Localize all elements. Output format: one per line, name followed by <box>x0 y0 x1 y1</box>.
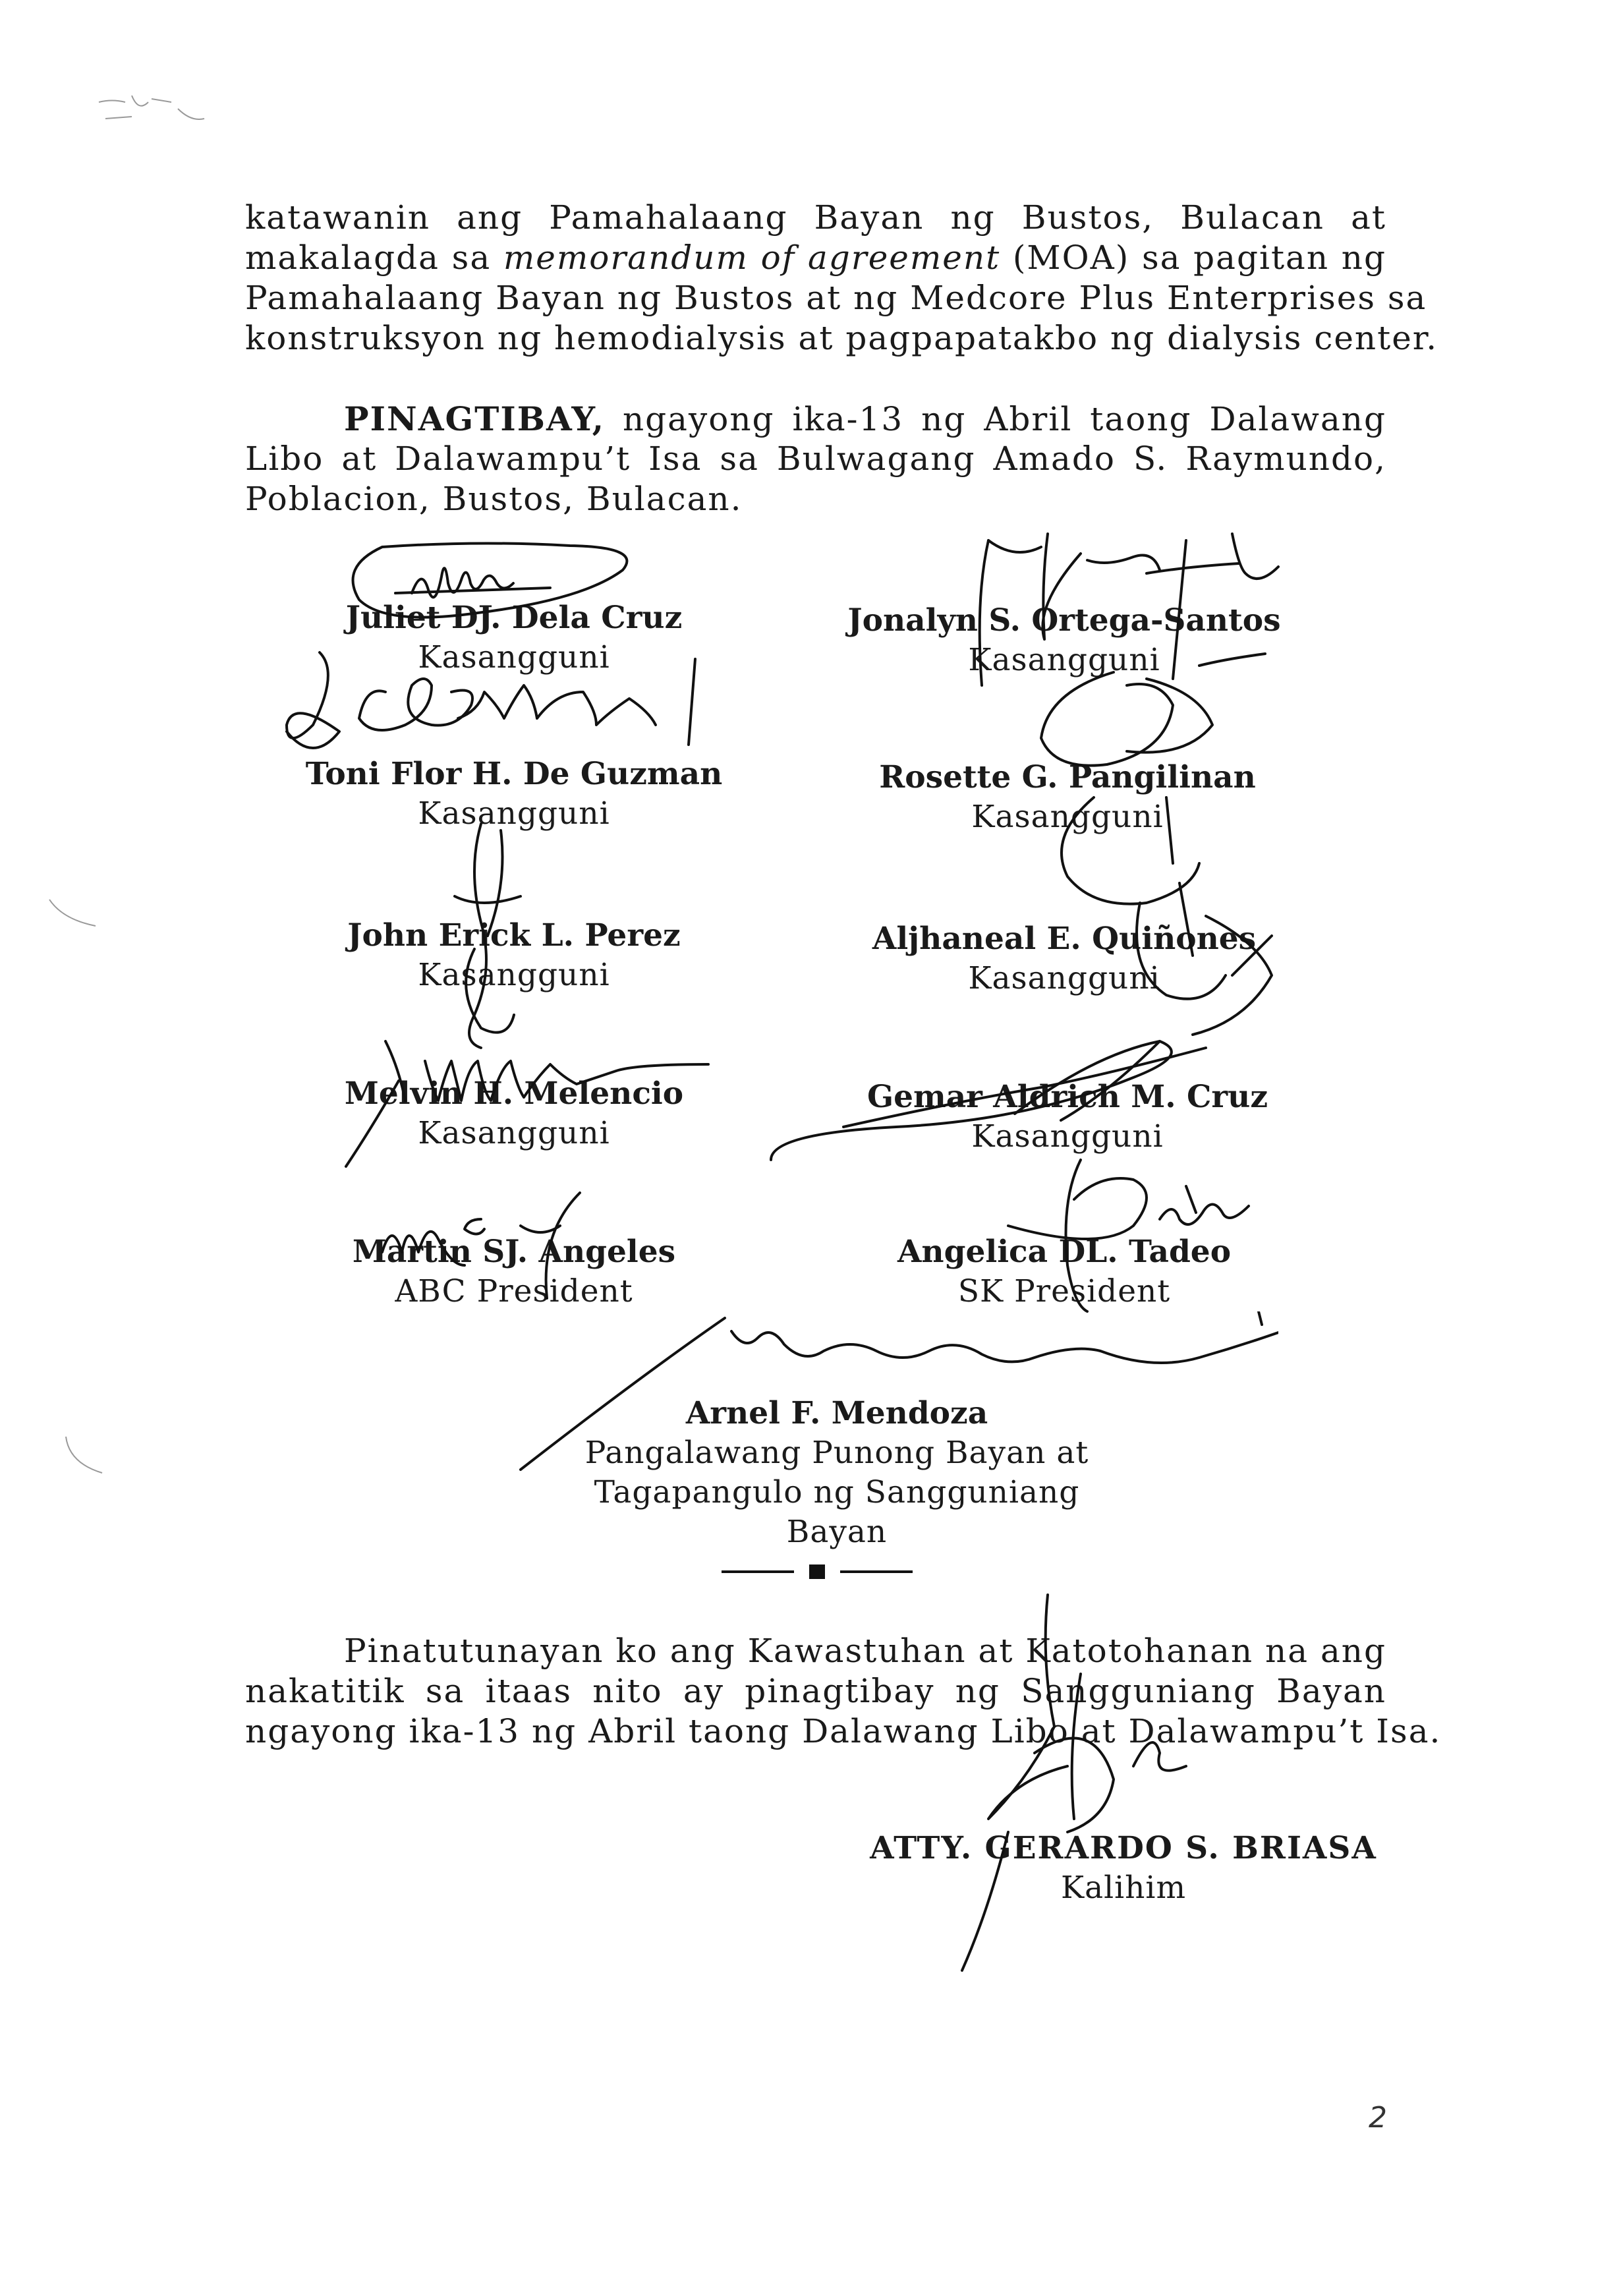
presiding-officer-title: Tagapangulo ng Sangguniang Bayan <box>594 1474 1080 1550</box>
signatory-block <box>801 919 1328 998</box>
presiding-officer-block <box>540 1394 1133 1552</box>
signatory-title: Kasangguni <box>971 1118 1164 1155</box>
text-run: nakatitik sa itaas nito ay pinagtibay ng Sangguniang Bayan <box>245 1672 1386 1710</box>
paragraph-line <box>245 1631 1386 1671</box>
signatory-title: Kasangguni <box>968 642 1160 678</box>
signatory-name: Juliet DJ. Dela Cruz <box>345 600 683 636</box>
section-separator <box>722 1559 916 1585</box>
signatory-block <box>804 1077 1331 1157</box>
approval-keyword: PINAGTIBAY, <box>344 399 605 438</box>
paragraph-line <box>245 479 1386 519</box>
paragraph-line <box>245 238 1386 278</box>
signatory-title: ABC President <box>395 1273 633 1309</box>
text-run: makalagda sa <box>245 239 503 277</box>
presiding-officer-title: Pangalawang Punong Bayan at <box>584 1435 1089 1471</box>
text-run: konstruksyon ng hemodialysis at pagpapatakbo ng dialysis center. <box>245 319 1438 357</box>
secretary-name: ATTY. GERARDO S. BRIASA <box>870 1830 1377 1866</box>
presiding-officer-name: Arnel F. Mendoza <box>685 1395 988 1431</box>
signatory-title: Kasangguni <box>418 957 610 993</box>
paragraph-line <box>245 278 1427 318</box>
signatory-block <box>801 601 1328 680</box>
signatory-name: Martin SJ. Angeles <box>352 1234 676 1270</box>
signatory-name: Aljhaneal E. Quiñones <box>872 921 1257 957</box>
signatory-block <box>250 1232 778 1311</box>
signatory-title: Kasangguni <box>968 960 1160 996</box>
signatory-block <box>250 598 778 677</box>
secretary-block <box>850 1829 1397 1908</box>
resolution-approval-paragraph <box>245 399 1386 519</box>
text-run: ngayong ika-13 ng Abril taong Dalawang <box>605 400 1386 438</box>
signatory-block <box>250 916 778 995</box>
signatory-name: John Erick L. Perez <box>347 917 681 954</box>
signatory-name: Jonalyn S. Ortega-Santos <box>847 602 1281 639</box>
body-paragraph-1 <box>245 198 1438 359</box>
signatory-block <box>250 1074 778 1153</box>
signatory-block <box>801 1232 1328 1311</box>
paragraph-line <box>245 318 1438 359</box>
text-run: ngayong ika-13 ng Abril taong Dalawang Libo at Dalawampu’t Isa. <box>245 1712 1442 1750</box>
text-run: Libo at Dalawampu’t Isa sa Bulwagang Amado S. Raymundo, <box>245 440 1386 478</box>
paragraph-line <box>245 399 1386 439</box>
page-number: 2 <box>1369 2101 1387 2135</box>
signatory-name: Rosette G. Pangilinan <box>879 759 1256 795</box>
signatory-block <box>804 758 1331 837</box>
certification-paragraph <box>245 1631 1442 1752</box>
signatory-title: SK President <box>957 1273 1171 1309</box>
signatory-name: Gemar Aldrich M. Cruz <box>866 1079 1268 1115</box>
signatory-title: Kasangguni <box>418 795 610 832</box>
signatory-name: Melvin H. Melencio <box>344 1076 684 1112</box>
text-run: Poblacion, Bustos, Bulacan. <box>245 480 743 518</box>
signatory-name: Toni Flor H. De Guzman <box>305 756 723 792</box>
signatory-title: Kasangguni <box>971 799 1164 835</box>
paragraph-line <box>245 439 1386 479</box>
scan-mark <box>92 82 224 135</box>
signatory-title: Kasangguni <box>418 639 610 675</box>
text-run-italic: memorandum of agreement <box>503 239 1001 277</box>
text-run: Pinatutunayan ko ang Kawastuhan at Katotohanan na ang <box>344 1632 1386 1670</box>
signatory-block <box>250 755 778 834</box>
text-run: Pamahalaang Bayan ng Bustos at ng Medcore Plus Enterprises sa <box>245 279 1427 317</box>
paragraph-line <box>245 1711 1442 1752</box>
scan-mark <box>46 893 112 933</box>
text-run: katawanin ang Pamahalaang Bayan ng Bustos, Bulacan at <box>245 198 1386 237</box>
text-run: (MOA) sa pagitan ng <box>1000 239 1386 277</box>
secretary-title: Kalihim <box>1060 1870 1187 1906</box>
paragraph-line <box>245 1671 1386 1711</box>
signatory-name: Angelica DL. Tadeo <box>897 1234 1232 1270</box>
paragraph-line <box>245 198 1386 238</box>
signatory-title: Kasangguni <box>418 1115 610 1151</box>
scan-mark <box>63 1433 115 1479</box>
